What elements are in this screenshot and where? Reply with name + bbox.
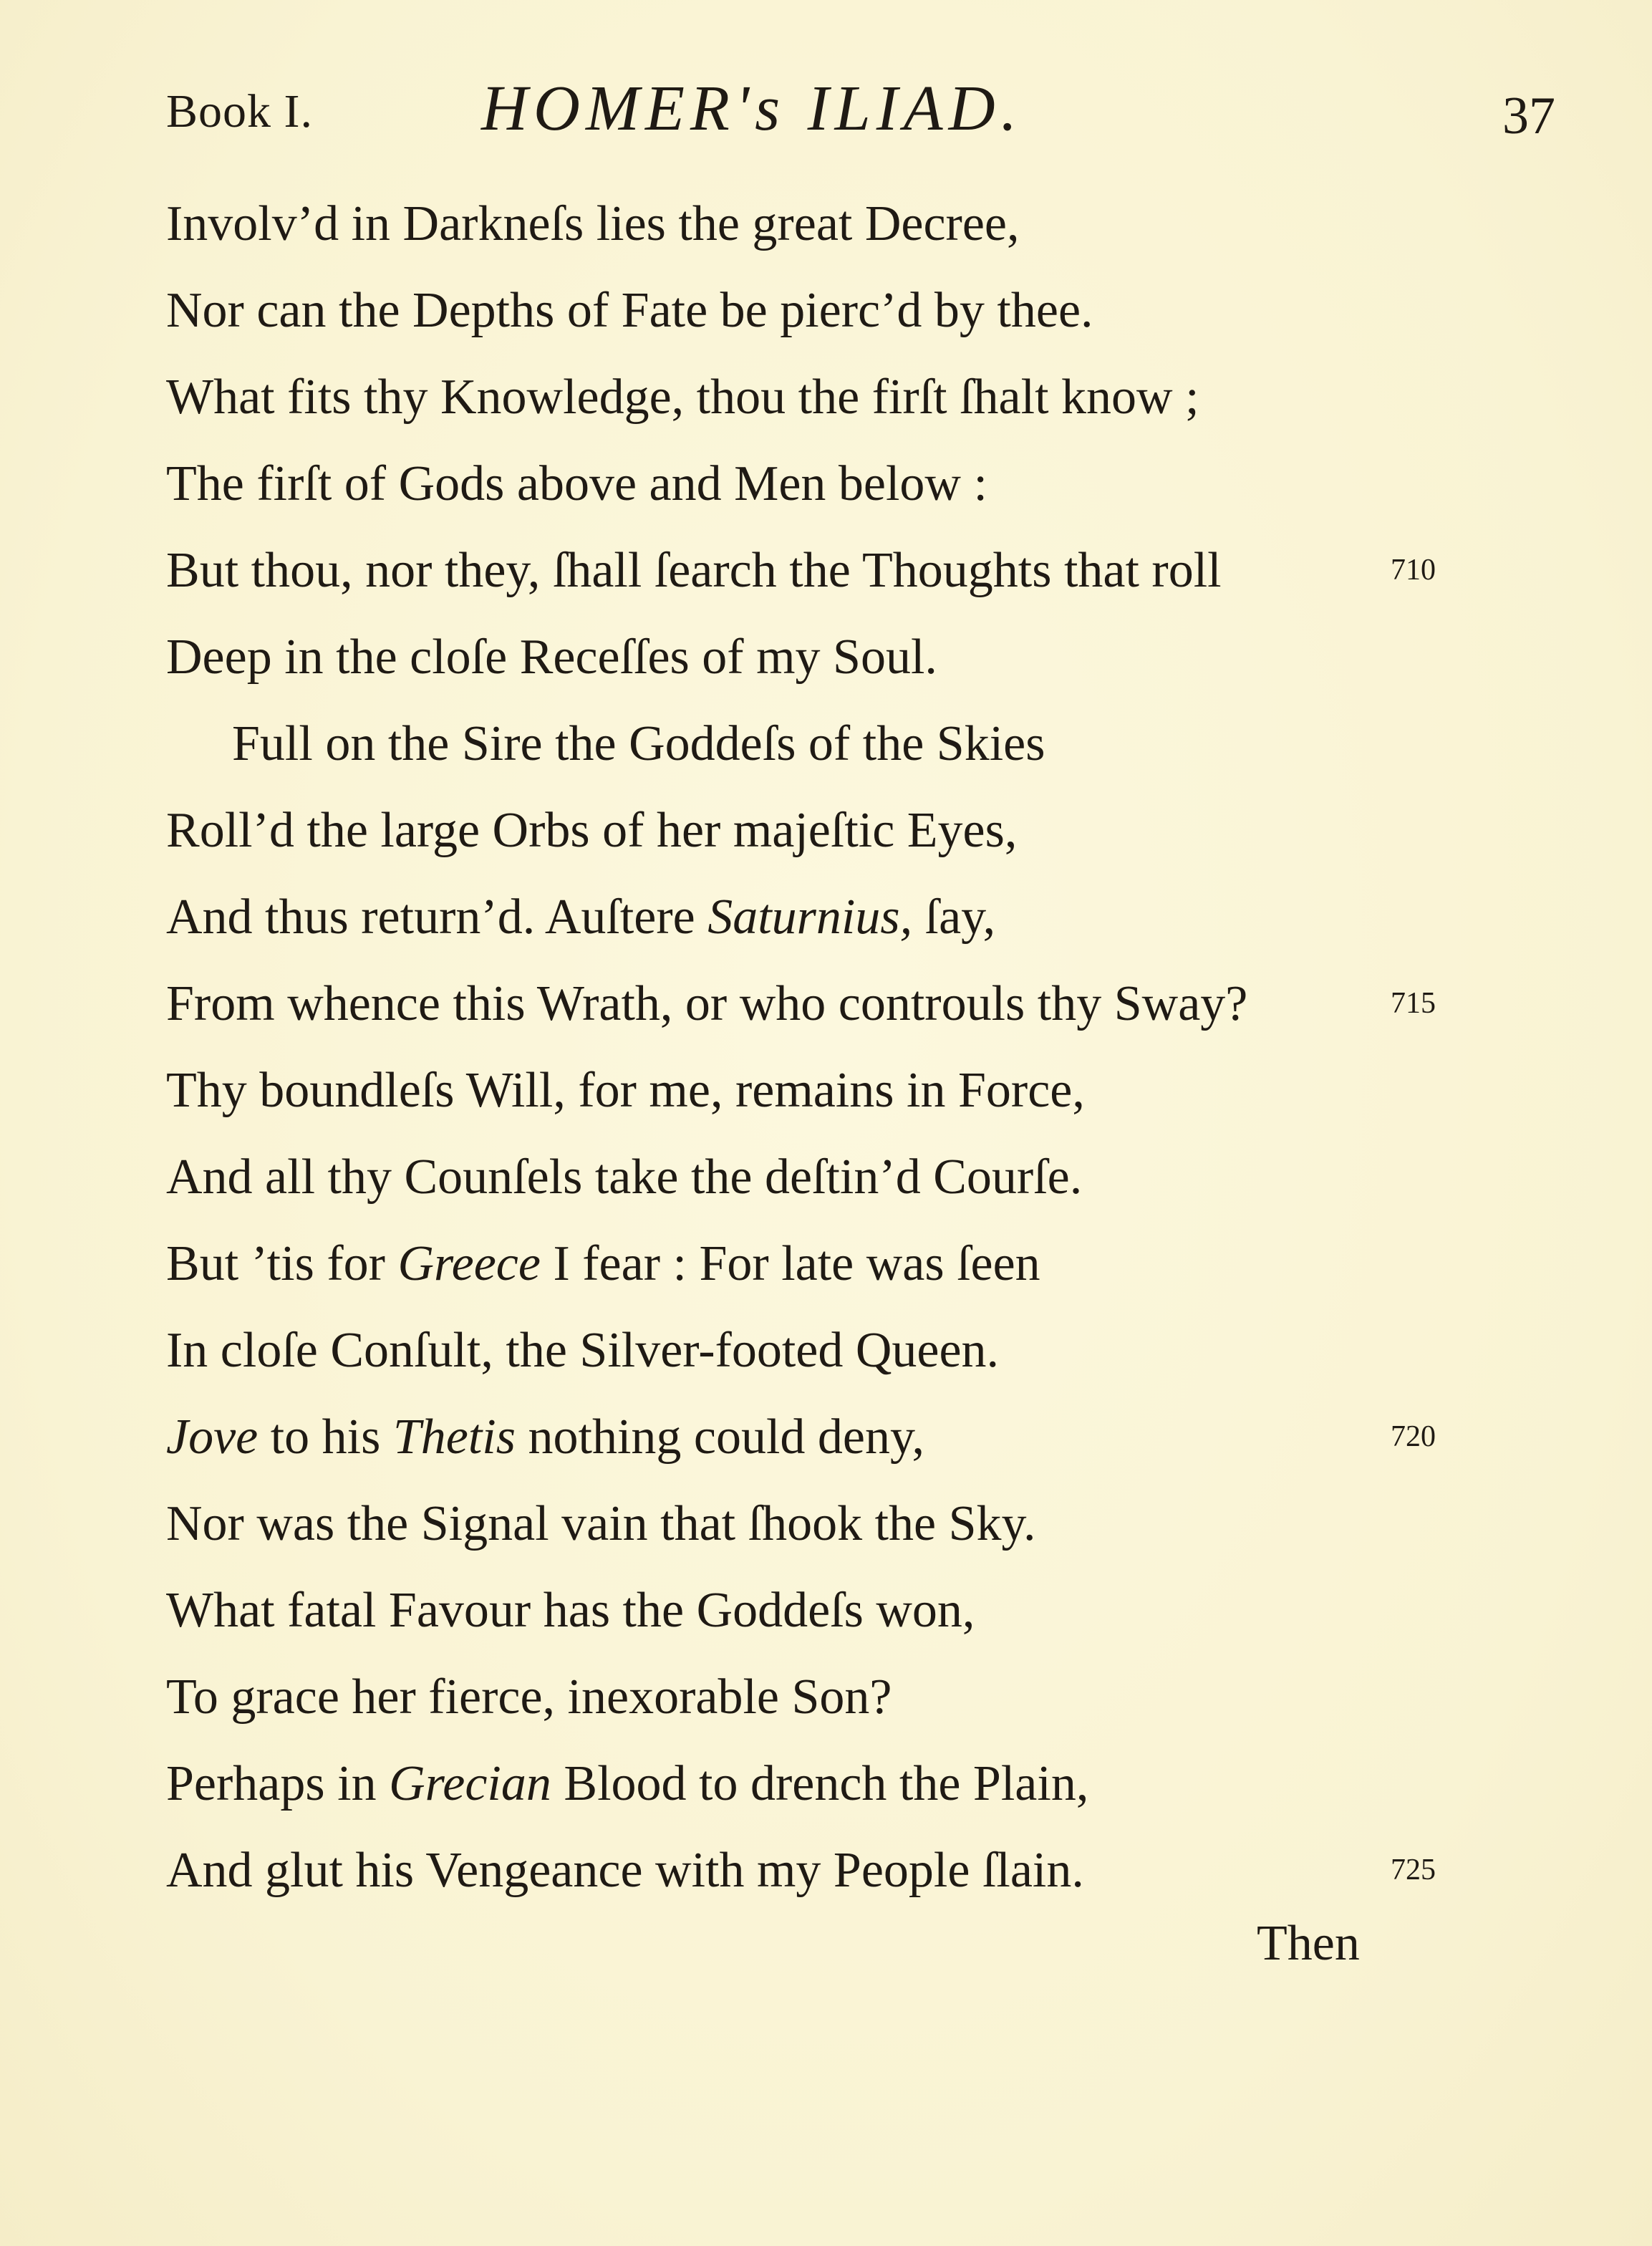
verse-line bbox=[166, 874, 1598, 960]
page-number: 37 bbox=[1502, 87, 1555, 145]
verse-block bbox=[166, 180, 1598, 1914]
verse-line bbox=[166, 700, 1598, 787]
verse-text: From whence this Wrath, or who controuls thy Sway? bbox=[166, 976, 1248, 1031]
verse-text: And thus return’d. Auſtere Saturnius, ſay, bbox=[166, 890, 996, 945]
verse-line bbox=[166, 1047, 1598, 1134]
catchword: Then bbox=[1257, 1916, 1360, 1971]
verse-line bbox=[166, 440, 1598, 527]
line-number: 725 bbox=[1391, 1854, 1436, 1886]
italic-name: Greece bbox=[397, 1236, 541, 1291]
verse-text: Jove to his Thetis nothing could deny, bbox=[166, 1409, 924, 1465]
verse-line bbox=[166, 1307, 1598, 1394]
running-head-title: HOMER's ILIAD. bbox=[481, 73, 1023, 144]
verse-line bbox=[166, 1480, 1598, 1567]
verse-text: Roll’d the large Orbs of her majeſtic Eyes, bbox=[166, 803, 1018, 858]
verse-line bbox=[166, 960, 1598, 1047]
verse-text: Nor can the Depths of Fate be pierc’d by thee. bbox=[166, 283, 1093, 338]
verse-text: But thou, nor they, ſhall ſearch the Thoughts that roll bbox=[166, 543, 1222, 598]
verse-text: Deep in the cloſe Receſſes of my Soul. bbox=[166, 630, 937, 685]
verse-text: Perhaps in Grecian Blood to drench the Plain, bbox=[166, 1756, 1089, 1811]
verse-line bbox=[166, 1134, 1598, 1220]
verse-text: And glut his Vengeance with my People ſlain. bbox=[166, 1843, 1084, 1898]
verse-line bbox=[166, 267, 1598, 354]
verse-text: To grace her fierce, inexorable Son? bbox=[166, 1669, 892, 1725]
verse-text: Thy boundleſs Will, for me, remains in Force, bbox=[166, 1063, 1085, 1118]
verse-line bbox=[166, 1740, 1598, 1827]
line-number: 715 bbox=[1391, 987, 1436, 1020]
verse-text: In cloſe Conſult, the Silver-footed Queen. bbox=[166, 1323, 1000, 1378]
verse-text: Full on the Sire the Goddeſs of the Skies bbox=[232, 716, 1045, 771]
italic-name: Saturnius, bbox=[707, 890, 913, 945]
verse-text: What fatal Favour has the Goddeſs won, bbox=[166, 1583, 975, 1638]
verse-line bbox=[166, 1654, 1598, 1740]
page-header bbox=[166, 72, 1555, 150]
verse-line bbox=[166, 1567, 1598, 1654]
verse-line bbox=[166, 180, 1598, 267]
italic-name: Grecian bbox=[389, 1756, 551, 1811]
verse-text: What fits thy Knowledge, thou the firſt ſhalt know ; bbox=[166, 370, 1199, 425]
verse-text: And all thy Counſels take the deſtin’d Courſe. bbox=[166, 1149, 1083, 1205]
verse-line bbox=[166, 527, 1598, 614]
italic-name: Jove bbox=[166, 1409, 259, 1465]
verse-line bbox=[166, 787, 1598, 874]
running-head-book: Book I. bbox=[166, 85, 313, 138]
line-number: 720 bbox=[1391, 1420, 1436, 1453]
verse-line bbox=[166, 614, 1598, 700]
verse-line bbox=[166, 1827, 1598, 1914]
italic-name: Thetis bbox=[392, 1409, 516, 1465]
verse-text: Involv’d in Darkneſs lies the great Decree, bbox=[166, 196, 1020, 251]
verse-text: But ’tis for Greece I fear : For late was ſeen bbox=[166, 1236, 1040, 1291]
line-number: 710 bbox=[1391, 554, 1436, 587]
verse-text: Nor was the Signal vain that ſhook the Sky. bbox=[166, 1496, 1036, 1551]
verse-line bbox=[166, 354, 1598, 440]
verse-text: The firſt of Gods above and Men below : bbox=[166, 456, 987, 511]
verse-line bbox=[166, 1220, 1598, 1307]
verse-line bbox=[166, 1394, 1598, 1480]
